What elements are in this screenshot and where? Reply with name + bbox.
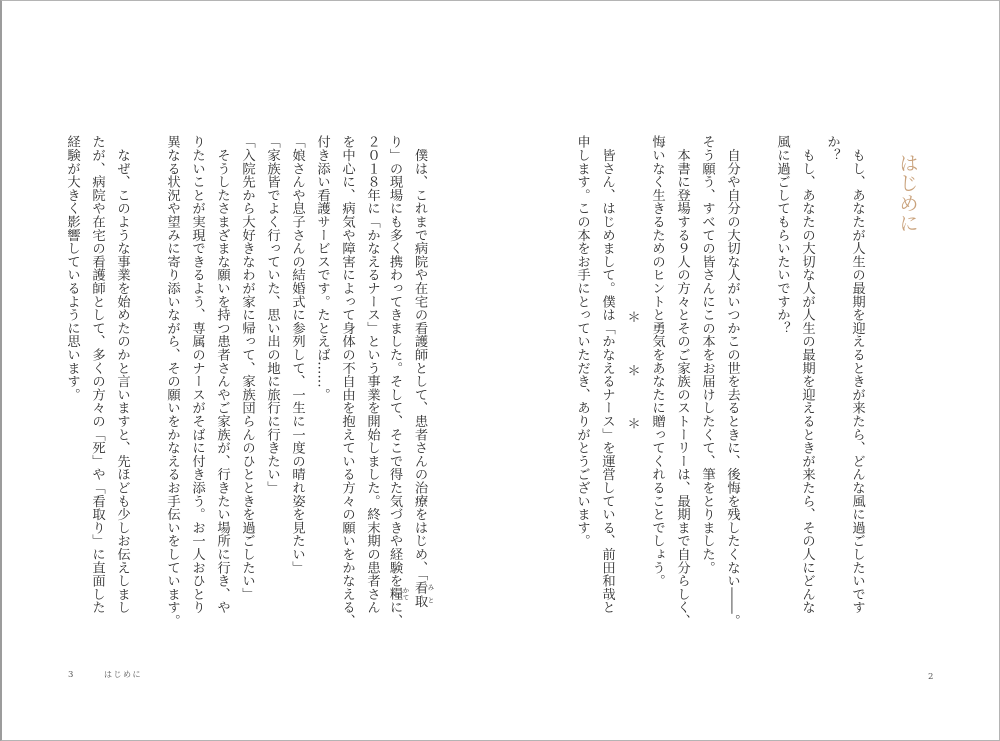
text-line: 風に過ごしてもらいたいですか？ (774, 135, 790, 335)
text-line: もし、あなたが人生の最期を迎えるときが来たら、どんな風に過ごしたいです (849, 135, 865, 614)
right-page (502, 1, 1000, 740)
text-line: ２０１８年に「かなえるナース」という事業を開始しました。終末期の患者さん (364, 135, 380, 614)
quote-line: 「入院先から大好きなわが家に帰って、家族団らんのひとときを過ごしたい」 (239, 135, 255, 601)
page-number: 3 (68, 670, 74, 680)
text-line: 付き添い看護サービスです。たとえば……。 (314, 135, 330, 401)
text-line: 本書に登場する９人の方々とそのご家族のストーリーは、最期まで自分らしく、 (674, 135, 690, 628)
section-break-asterisks: ＊ ＊ ＊ (624, 310, 640, 430)
right-page-body (570, 135, 870, 628)
text-line: 悔いなく生きるためのヒントと勇気をあなたに贈ってくれることでしょう。 (649, 135, 665, 588)
text-line: もし、あなたの大切な人が人生の最期を迎えるときが来たら、その人にどんな (799, 135, 815, 614)
left-page (2, 1, 502, 740)
quote-line: 「家族皆でよく行っていた、思い出の地に旅行に行きたい」 (264, 135, 280, 495)
line-text-after: に、 (387, 600, 402, 628)
text-line: 自分や自分の大切な人がいつかこの世を去るときに、後悔を残したくない――。 (724, 135, 740, 628)
left-page-body (60, 135, 435, 628)
ruby-annotation (412, 580, 435, 608)
text-line: を中心に、病気や障害によって身体の不自由を抱えている方々の願いをかなえる、 (339, 135, 355, 628)
text-line: か？ (824, 135, 840, 162)
ruby-annotation (387, 586, 410, 601)
chapter-title: はじめに (896, 153, 919, 233)
text-line: なぜ、このような事業を始めたのかと言いますと、先ほども少しお伝えしまし (114, 135, 130, 614)
blank-line (135, 135, 160, 605)
ruby-reading: みと (426, 580, 435, 608)
text-line: そうしたさまざまな願いを持つ患者さんやご家族が、行きたい場所に行き、や (214, 135, 230, 614)
text-line: 異なる状況や望みに寄り添いながら、その願いをかなえるお手伝いをしています。 (164, 135, 180, 628)
text-line: 申します。この本をお手にとっていただき、ありがとうございます。 (574, 135, 590, 548)
text-line (410, 135, 435, 608)
text-line: たが、病院や在宅の看護師として、多くの方々の「死」や「看取り」に直面した (89, 135, 105, 614)
page-number: 2 (928, 672, 934, 682)
line-text: り」の現場にも多く携わってきました。そして、そこで得た気づきや経験を (387, 135, 402, 588)
ruby-base: 糧 (387, 586, 402, 601)
ruby-base: 看取 (412, 580, 427, 608)
line-text: 僕は、これまで病院や在宅の看護師として、患者さんの治療をはじめ、「 (412, 135, 427, 581)
text-line: 皆さん、はじめまして。僕は「かなえるナース」を運営している、前田和哉と (599, 135, 615, 614)
blank-line (745, 135, 770, 605)
ruby-reading: かて (401, 586, 410, 601)
text-line: そう願う、すべての皆さんにこの本をお届けしたくて、筆をとりました。 (699, 135, 715, 574)
quote-line: 「娘さんや息子さんの結婚式に参列して、一生に一度の晴れ姿を見たい」 (289, 135, 305, 574)
running-head: はじめに (104, 670, 142, 679)
text-line (385, 135, 410, 628)
text-line: 経験が大きく影響しているように思います。 (64, 135, 80, 401)
text-line: りたいことが実現できるよう、専属のナースがそばに付き添う。お一人おひとり (189, 135, 205, 614)
